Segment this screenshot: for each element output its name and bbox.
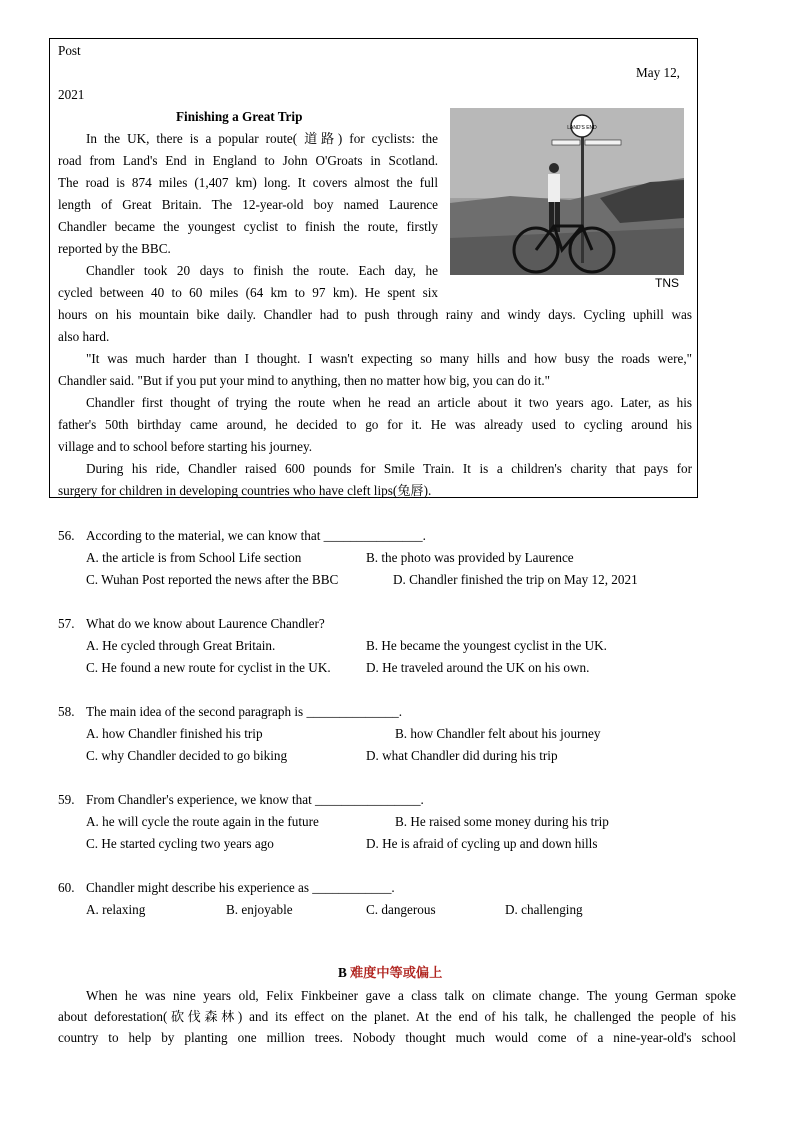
- option-b[interactable]: B. how Chandler felt about his journey: [395, 726, 601, 741]
- option-a[interactable]: A. how Chandler finished his trip: [86, 726, 263, 741]
- photo-illustration: [450, 108, 684, 275]
- question-number: 58.: [58, 704, 75, 719]
- question-number: 56.: [58, 528, 75, 543]
- option-d[interactable]: D. He traveled around the UK on his own.: [366, 660, 590, 675]
- option-c[interactable]: C. dangerous: [366, 902, 436, 917]
- article-line: "It was much harder than I thought. I wasn't expecting so many hills and how busy the roads were,": [86, 351, 692, 366]
- option-d[interactable]: D. challenging: [505, 902, 583, 917]
- option-b[interactable]: B. He raised some money during his trip: [395, 814, 609, 829]
- question-number: 60.: [58, 880, 75, 895]
- option-c[interactable]: C. He started cycling two years ago: [86, 836, 274, 851]
- passage-line: about deforestation(砍伐森林) and its effect on the planet. At the end of his talk, he challenged the people of his: [58, 1009, 736, 1024]
- option-d[interactable]: D. Chandler finished the trip on May 12, 2021: [393, 572, 638, 587]
- article-line: The road is 874 miles (1,407 km) long. It covers almost the full: [58, 175, 438, 190]
- option-b[interactable]: B. the photo was provided by Laurence: [366, 550, 574, 565]
- option-c[interactable]: C. Wuhan Post reported the news after the BBC: [86, 572, 339, 587]
- option-a[interactable]: A. relaxing: [86, 902, 146, 917]
- article-source: Post: [58, 43, 81, 58]
- article-line: reported by the BBC.: [58, 241, 171, 256]
- question-stem: From Chandler's experience, we know that ________________.: [86, 792, 424, 807]
- question-number: 59.: [58, 792, 75, 807]
- article-line: village and to school before starting his journey.: [58, 439, 313, 454]
- article-title: Finishing a Great Trip: [176, 109, 303, 124]
- option-c[interactable]: C. He found a new route for cyclist in the UK.: [86, 660, 331, 675]
- article-line: also hard.: [58, 329, 110, 344]
- option-b[interactable]: B. He became the youngest cyclist in the UK.: [366, 638, 607, 653]
- article-line: surgery for children in developing countries who have cleft lips(兔唇).: [58, 483, 432, 498]
- article-line: Chandler said. "But if you put your mind to anything, then no matter how big, you can do it.": [58, 373, 551, 388]
- option-d[interactable]: D. what Chandler did during his trip: [366, 748, 558, 763]
- question-stem: The main idea of the second paragraph is ______________.: [86, 704, 403, 719]
- question-number: 57.: [58, 616, 75, 631]
- passage-line: country to help by planting one million trees. Nobody thought much would come of a nine-year-old's school: [58, 1030, 736, 1045]
- article-line: Chandler became the youngest cyclist to finish the route, firstly: [58, 219, 438, 234]
- question-stem: According to the material, we can know that _______________.: [86, 528, 426, 543]
- cyclist-photo: [450, 108, 684, 275]
- article-date: May 12,: [636, 65, 680, 80]
- option-c[interactable]: C. why Chandler decided to go biking: [86, 748, 288, 763]
- article-line: road from Land's End in England to John O'Groats in Scotland.: [58, 153, 438, 168]
- article-line: In the UK, there is a popular route( 道路) for cyclists: the: [86, 131, 438, 146]
- section-b-heading: 难度中等或偏上: [350, 965, 443, 980]
- question-stem: Chandler might describe his experience as ____________.: [86, 880, 395, 895]
- article-line: length of Great Britain. The 12-year-old boy named Laurence: [58, 197, 438, 212]
- option-a[interactable]: A. the article is from School Life section: [86, 550, 302, 565]
- section-b-label: B: [338, 965, 347, 980]
- option-a[interactable]: A. he will cycle the route again in the future: [86, 814, 319, 829]
- article-line: father's 50th birthday came around, he decided to go for it. He was already used to cycling around his: [58, 417, 692, 432]
- article-line: cycled between 40 to 60 miles (64 km to 97 km). He spent six: [58, 285, 438, 300]
- photo-credit: TNS: [655, 276, 679, 290]
- article-line: Chandler first thought of trying the route when he read an article about it two years ago. Later, as his: [86, 395, 692, 410]
- article-line: During his ride, Chandler raised 600 pounds for Smile Train. It is a children's charity that pays for: [86, 461, 692, 476]
- article-line: hours on his mountain bike daily. Chandler had to push through rainy and windy days. Cycling uphill was: [58, 307, 692, 322]
- option-d[interactable]: D. He is afraid of cycling up and down hills: [366, 836, 598, 851]
- question-stem: What do we know about Laurence Chandler?: [86, 616, 325, 631]
- sign-text: LAND'S END: [567, 125, 597, 131]
- article-date-year: 2021: [58, 87, 85, 102]
- option-a[interactable]: A. He cycled through Great Britain.: [86, 638, 276, 653]
- option-b[interactable]: B. enjoyable: [226, 902, 293, 917]
- passage-line: When he was nine years old, Felix Finkbeiner gave a class talk on climate change. The young German spoke: [86, 988, 736, 1003]
- article-line: Chandler took 20 days to finish the route. Each day, he: [86, 263, 438, 278]
